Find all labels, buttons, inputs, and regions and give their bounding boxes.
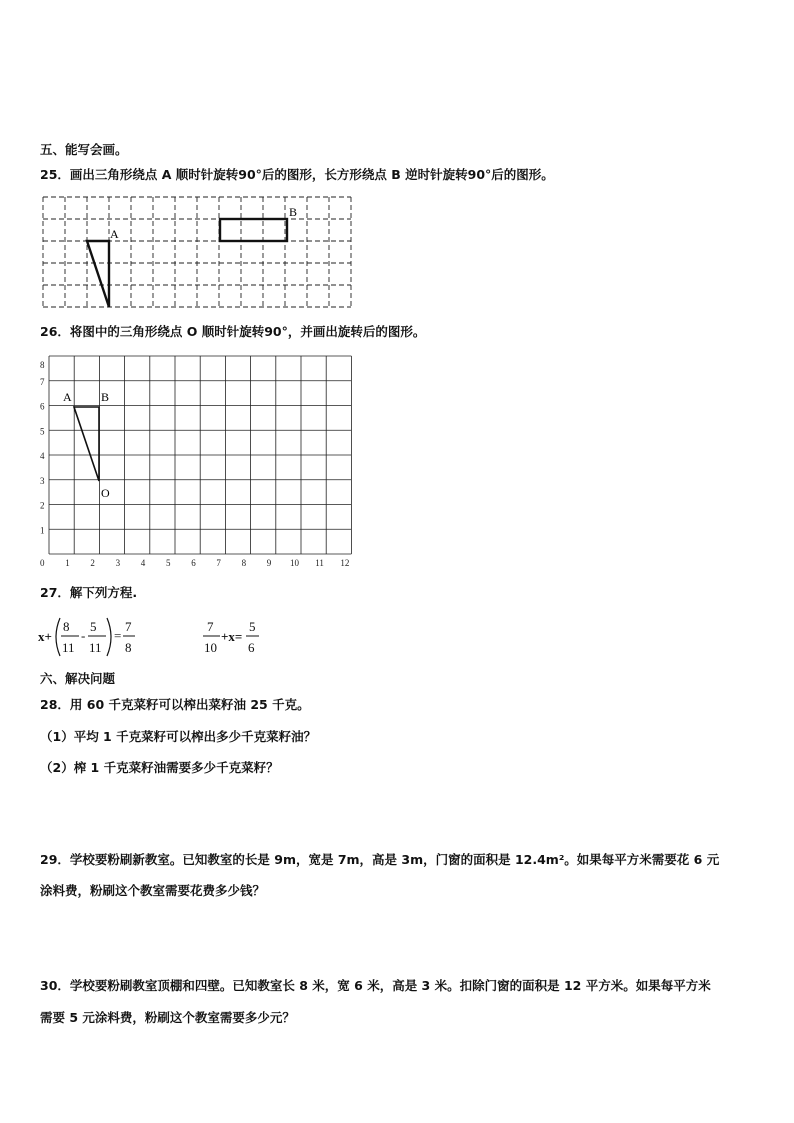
- q26-y-tick-label: 5: [40, 426, 45, 437]
- q25-point-b-label: B: [289, 205, 298, 219]
- question-30-line2: 需要 5 元涂料费，粉刷这个教室需要多少元？: [40, 1010, 295, 1025]
- q26-y-tick-label: 3: [40, 475, 45, 486]
- eq2-mid: +x=: [221, 629, 243, 644]
- q26-y-tick-label: 2: [40, 500, 45, 511]
- q26-y-tick-label: 7: [40, 376, 45, 387]
- eq1-frac2-den: 11: [89, 640, 102, 655]
- section-5-heading: 五、能写会画。: [40, 142, 128, 157]
- question-30-line1: 30．学校要粉刷教室顶棚和四壁。已知教室长 8 米，宽 6 米，高是 3 米。扣除门窗的面积是 12 平方米。如果每平方米: [40, 978, 711, 993]
- eq1-rhs-num: 7: [125, 619, 132, 634]
- q25-point-a-label: A: [110, 227, 119, 241]
- question-28-text: 28．用 60 千克菜籽可以榨出菜籽油 25 千克。: [40, 697, 310, 712]
- q26-x-tick-label: 0: [40, 558, 45, 568]
- q26-y-tick-label: 4: [40, 451, 45, 461]
- q26-x-tick-label: 4: [140, 558, 146, 568]
- q26-y-tick-label: 8: [40, 360, 45, 370]
- q26-x-tick-label: 9: [266, 558, 272, 568]
- q26-y-tick-label: 6: [40, 401, 45, 412]
- eq1-rhs-den: 8: [125, 640, 132, 655]
- eq2-frac1-den: 10: [204, 640, 217, 655]
- q26-x-tick-label: 6: [191, 558, 196, 568]
- eq1-right-paren: [107, 618, 111, 656]
- eq1-frac2-num: 5: [90, 619, 97, 634]
- eq1-left-paren: [56, 618, 60, 656]
- question-25-text: 25．画出三角形绕点 A 顺时针旋转90°后的图形，长方形绕点 B 逆时针旋转90°后的图形。: [40, 167, 554, 182]
- question-29-line1: 29．学校要粉刷新教室。已知教室的长是 9m，宽是 7m，高是 3m，门窗的面积是 12.4m²。如果每平方米需要花 6 元: [40, 852, 720, 867]
- q26-x-tick-label: 5: [166, 558, 171, 568]
- eq2-rhs-den: 6: [248, 640, 255, 655]
- q26-x-tick-label: 12: [340, 558, 350, 568]
- q26-x-tick-label: 1: [65, 558, 70, 568]
- question-26-text: 26．将图中的三角形绕点 O 顺时针旋转90°，并画出旋转后的图形。: [40, 324, 426, 339]
- q26-x-tick-label: 11: [315, 558, 324, 568]
- q26-x-tick-label: 2: [90, 558, 95, 568]
- q26-y-tick-label: 1: [40, 525, 45, 536]
- section-6-heading: 六、解决问题: [40, 671, 116, 686]
- eq1-frac1-num: 8: [63, 619, 70, 634]
- eq1-frac1-den: 11: [62, 640, 75, 655]
- question-28-sub2: （2）榨 1 千克菜籽油需要多少千克菜籽？: [40, 760, 279, 775]
- question-29-line2: 涂料费，粉刷这个教室需要花费多少钱？: [40, 883, 266, 898]
- eq2-frac1-num: 7: [207, 619, 214, 634]
- q26-x-tick-label: 8: [241, 558, 247, 568]
- eq1-equals: =: [114, 628, 122, 643]
- q26-point-a-label: A: [63, 390, 72, 404]
- question-28-sub1: （1）平均 1 千克菜籽可以榨出多少千克菜籽油？: [40, 729, 317, 744]
- eq1-lhs: x+: [38, 629, 52, 644]
- q26-x-tick-label: 7: [216, 558, 221, 568]
- q26-point-o-label: O: [101, 486, 110, 500]
- eq1-minus: -: [81, 628, 86, 643]
- q26-x-tick-label: 10: [290, 558, 299, 568]
- q26-x-tick-label: 3: [115, 558, 121, 568]
- eq2-rhs-num: 5: [249, 619, 256, 634]
- q26-point-b-label: B: [101, 390, 110, 404]
- question-27-text: 27．解下列方程.: [40, 585, 138, 600]
